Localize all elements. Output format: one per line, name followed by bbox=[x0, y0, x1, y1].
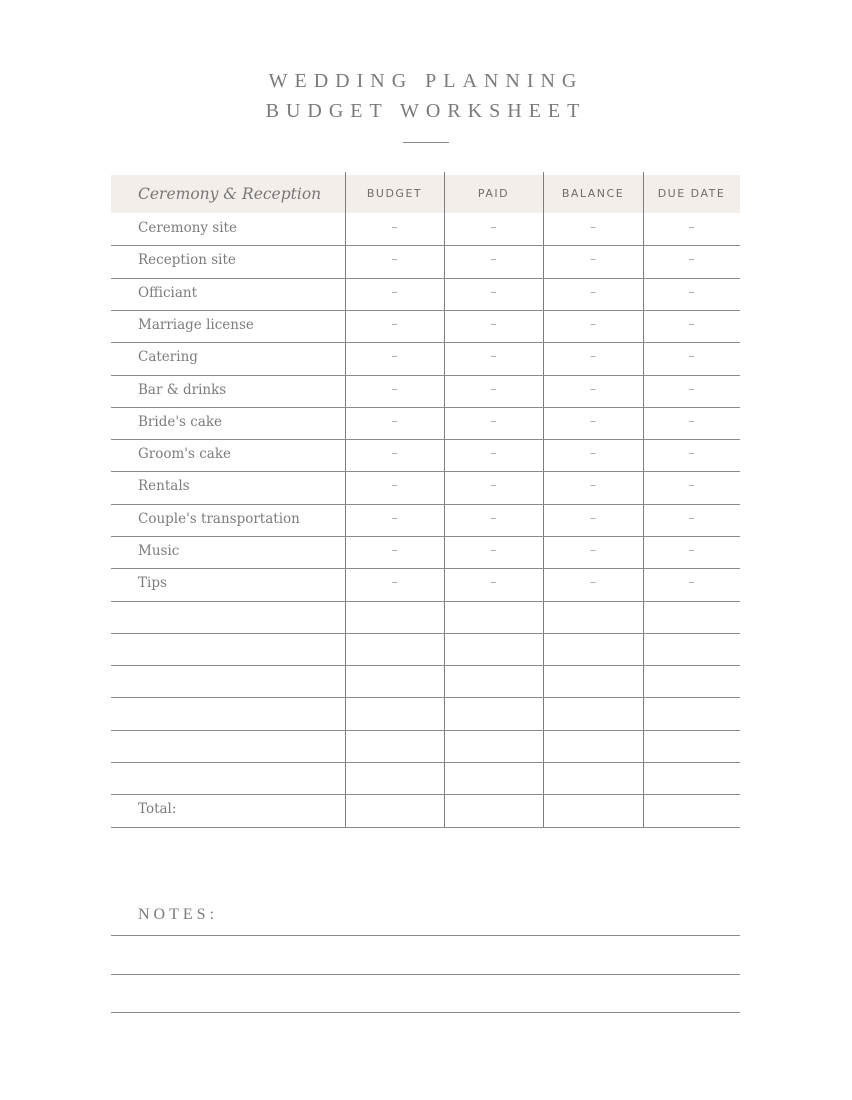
row-divider bbox=[111, 568, 740, 569]
row-divider bbox=[111, 794, 740, 795]
row-divider bbox=[111, 407, 740, 408]
cell-due-date[interactable]: – bbox=[688, 285, 695, 299]
row-label: Marriage license bbox=[138, 317, 254, 333]
cell-paid[interactable]: – bbox=[490, 382, 497, 396]
cell-due-date[interactable]: – bbox=[688, 349, 695, 363]
row-divider bbox=[111, 342, 740, 343]
cell-balance[interactable]: – bbox=[590, 478, 596, 492]
row-label: Bride's cake bbox=[138, 414, 223, 430]
row-divider bbox=[111, 471, 740, 472]
row-divider bbox=[111, 310, 740, 311]
cell-budget[interactable]: – bbox=[391, 382, 398, 396]
cell-budget[interactable]: – bbox=[391, 317, 398, 331]
cell-paid[interactable]: – bbox=[490, 575, 497, 589]
cell-paid[interactable]: – bbox=[490, 446, 497, 460]
cell-balance[interactable]: – bbox=[590, 414, 596, 428]
cell-due-date[interactable]: – bbox=[688, 414, 695, 428]
cell-balance[interactable]: – bbox=[590, 285, 596, 299]
row-divider bbox=[111, 504, 740, 505]
row-divider bbox=[111, 730, 740, 731]
section-title: Ceremony & Reception bbox=[138, 185, 322, 203]
cell-balance[interactable]: – bbox=[590, 349, 596, 363]
cell-balance[interactable]: – bbox=[590, 446, 596, 460]
cell-paid[interactable]: – bbox=[490, 543, 497, 557]
row-label: Music bbox=[138, 543, 180, 559]
cell-balance[interactable]: – bbox=[590, 220, 596, 234]
row-label: Catering bbox=[138, 349, 198, 365]
notes-line[interactable] bbox=[111, 974, 740, 975]
cell-budget[interactable]: – bbox=[391, 478, 398, 492]
cell-budget[interactable]: – bbox=[391, 285, 398, 299]
cell-budget[interactable]: – bbox=[391, 446, 398, 460]
row-divider bbox=[111, 665, 740, 666]
cell-due-date[interactable]: – bbox=[688, 317, 695, 331]
cell-due-date[interactable]: – bbox=[688, 382, 695, 396]
column-header-budget: BUDGET bbox=[366, 187, 423, 200]
cell-balance[interactable]: – bbox=[590, 252, 596, 266]
total-label: Total: bbox=[138, 801, 177, 817]
cell-balance[interactable]: – bbox=[590, 511, 596, 525]
cell-budget[interactable]: – bbox=[391, 252, 398, 266]
cell-budget[interactable]: – bbox=[391, 414, 398, 428]
cell-due-date[interactable]: – bbox=[688, 220, 695, 234]
row-divider bbox=[111, 439, 740, 440]
row-divider bbox=[111, 697, 740, 698]
row-label: Officiant bbox=[138, 285, 198, 301]
row-divider bbox=[111, 601, 740, 602]
row-label: Couple's transportation bbox=[138, 511, 300, 527]
cell-paid[interactable]: – bbox=[490, 349, 497, 363]
row-label: Rentals bbox=[138, 478, 190, 494]
cell-budget[interactable]: – bbox=[391, 349, 398, 363]
title-line-2: BUDGET WORKSHEET bbox=[265, 100, 587, 122]
cell-budget[interactable]: – bbox=[391, 575, 398, 589]
notes-label: NOTES: bbox=[138, 906, 218, 923]
row-label: Groom's cake bbox=[138, 446, 232, 462]
cell-budget[interactable]: – bbox=[391, 543, 398, 557]
cell-balance[interactable]: – bbox=[590, 382, 596, 396]
cell-due-date[interactable]: – bbox=[688, 543, 695, 557]
cell-due-date[interactable]: – bbox=[688, 252, 695, 266]
cell-paid[interactable]: – bbox=[490, 220, 497, 234]
row-label: Tips bbox=[138, 575, 167, 591]
cell-due-date[interactable]: – bbox=[688, 575, 695, 589]
title-line-1: WEDDING PLANNING bbox=[268, 70, 584, 92]
row-divider bbox=[111, 245, 740, 246]
column-header-paid: PAID bbox=[477, 187, 510, 200]
row-divider bbox=[111, 536, 740, 537]
cell-paid[interactable]: – bbox=[490, 317, 497, 331]
cell-due-date[interactable]: – bbox=[688, 478, 695, 492]
cell-paid[interactable]: – bbox=[490, 414, 497, 428]
cell-paid[interactable]: – bbox=[490, 478, 497, 492]
cell-due-date[interactable]: – bbox=[688, 511, 695, 525]
row-divider bbox=[111, 278, 740, 279]
notes-line[interactable] bbox=[111, 1012, 740, 1013]
row-divider bbox=[111, 375, 740, 376]
row-label: Bar & drinks bbox=[138, 382, 227, 398]
cell-budget[interactable]: – bbox=[391, 511, 398, 525]
row-divider bbox=[111, 633, 740, 634]
cell-balance[interactable]: – bbox=[590, 575, 596, 589]
column-header-due-date: DUE DATE bbox=[657, 187, 726, 200]
cell-balance[interactable]: – bbox=[590, 543, 596, 557]
row-label: Reception site bbox=[138, 252, 236, 268]
column-header-balance: BALANCE bbox=[561, 187, 625, 200]
row-divider bbox=[111, 762, 740, 763]
notes-line[interactable] bbox=[111, 935, 740, 936]
cell-budget[interactable]: – bbox=[391, 220, 398, 234]
row-label: Ceremony site bbox=[138, 220, 237, 236]
cell-due-date[interactable]: – bbox=[688, 446, 695, 460]
cell-paid[interactable]: – bbox=[490, 285, 497, 299]
cell-paid[interactable]: – bbox=[490, 252, 497, 266]
cell-balance[interactable]: – bbox=[590, 317, 596, 331]
row-divider bbox=[111, 827, 740, 828]
title-divider bbox=[403, 142, 449, 143]
cell-paid[interactable]: – bbox=[490, 511, 497, 525]
